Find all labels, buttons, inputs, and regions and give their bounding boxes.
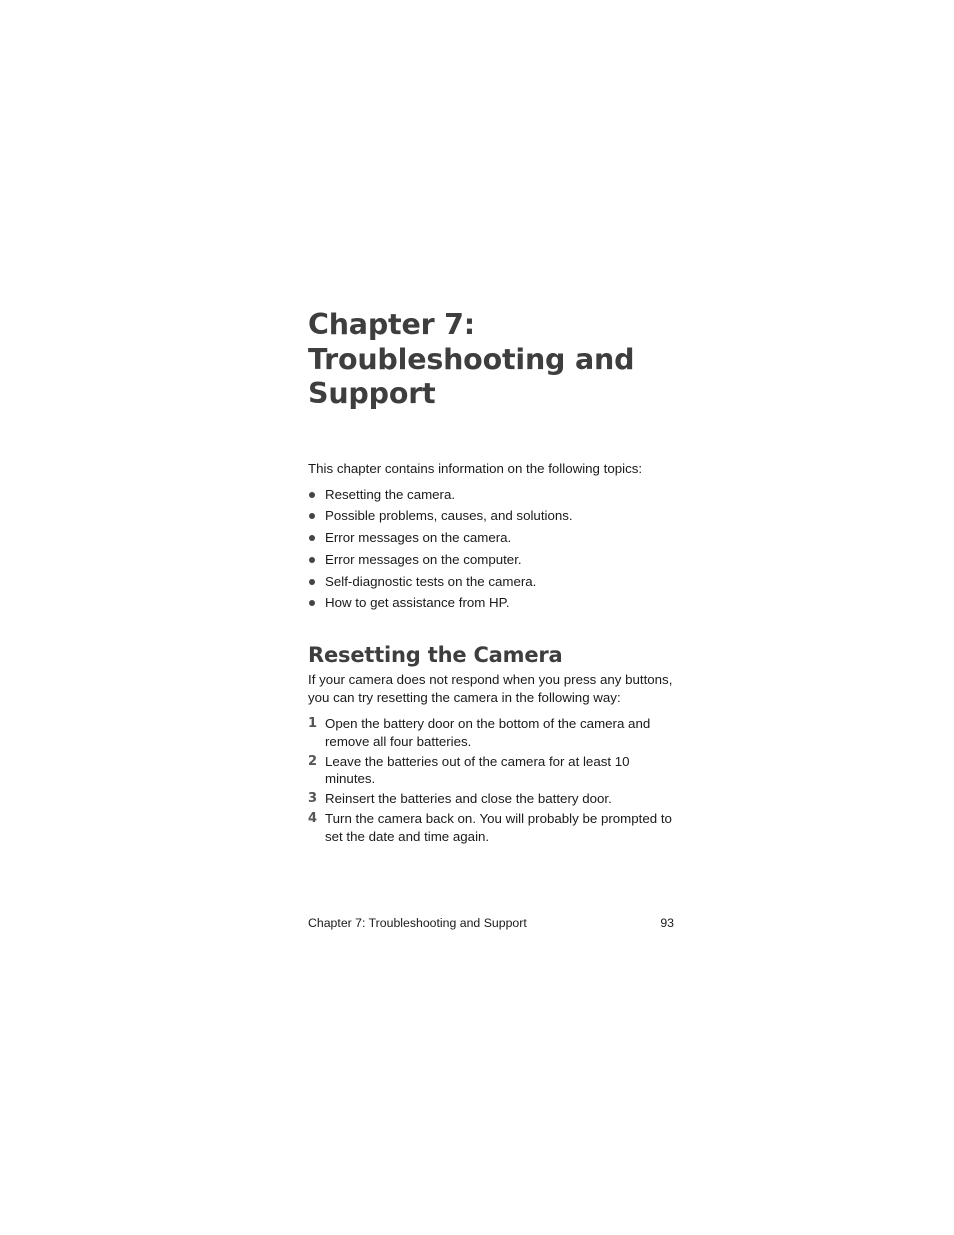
- list-item-text: Error messages on the camera.: [325, 530, 512, 546]
- step-text: Open the battery door on the bottom of the camera and remove all four batteries.: [325, 716, 651, 749]
- step-number: 3: [308, 791, 318, 807]
- list-item-text: How to get assistance from HP.: [325, 595, 510, 611]
- step-item: [308, 810, 678, 845]
- section-heading: Resetting the Camera: [308, 643, 563, 668]
- step-text: Reinsert the batteries and close the battery door.: [325, 791, 612, 807]
- chapter-title: [308, 308, 678, 412]
- step-number: 2: [308, 753, 318, 769]
- list-item: [308, 507, 678, 524]
- topic-list: [308, 486, 678, 612]
- list-item: [308, 551, 678, 568]
- list-item: [308, 594, 678, 611]
- chapter-title-line: Support: [308, 377, 436, 410]
- step-number: 1: [308, 716, 318, 732]
- page-number: 93: [660, 916, 674, 930]
- step-number: 4: [308, 811, 318, 827]
- bullet-icon: [309, 492, 315, 498]
- bullet-icon: [309, 535, 315, 541]
- footer-title: Chapter 7: Troubleshooting and Support: [308, 916, 527, 930]
- bullet-icon: [309, 579, 315, 585]
- bullet-icon: [309, 600, 315, 606]
- chapter-title-line: Chapter 7:: [308, 308, 475, 341]
- list-item-text: Possible problems, causes, and solutions.: [325, 508, 573, 524]
- list-item-text: Resetting the camera.: [325, 486, 456, 502]
- step-item: [308, 790, 678, 808]
- list-item-text: Self-diagnostic tests on the camera.: [325, 573, 537, 589]
- bullet-icon: [309, 557, 315, 563]
- intro-text: This chapter contains information on the following topics:: [308, 460, 643, 476]
- step-text: Turn the camera back on. You will probably be prompted to set the date and time again.: [325, 811, 672, 844]
- bullet-icon: [309, 513, 315, 519]
- section-paragraph: If your camera does not respond when you press any buttons, you can try resetting the camera in the following way:: [308, 672, 673, 705]
- page-content: [308, 308, 678, 848]
- list-item: [308, 486, 678, 503]
- step-item: [308, 715, 678, 750]
- step-item: [308, 753, 678, 788]
- list-item: [308, 529, 678, 546]
- step-list: [308, 715, 678, 845]
- list-item-text: Error messages on the computer.: [325, 551, 522, 567]
- list-item: [308, 573, 678, 590]
- chapter-title-line: Troubleshooting and: [308, 342, 635, 376]
- step-text: Leave the batteries out of the camera for at least 10 minutes.: [325, 753, 630, 787]
